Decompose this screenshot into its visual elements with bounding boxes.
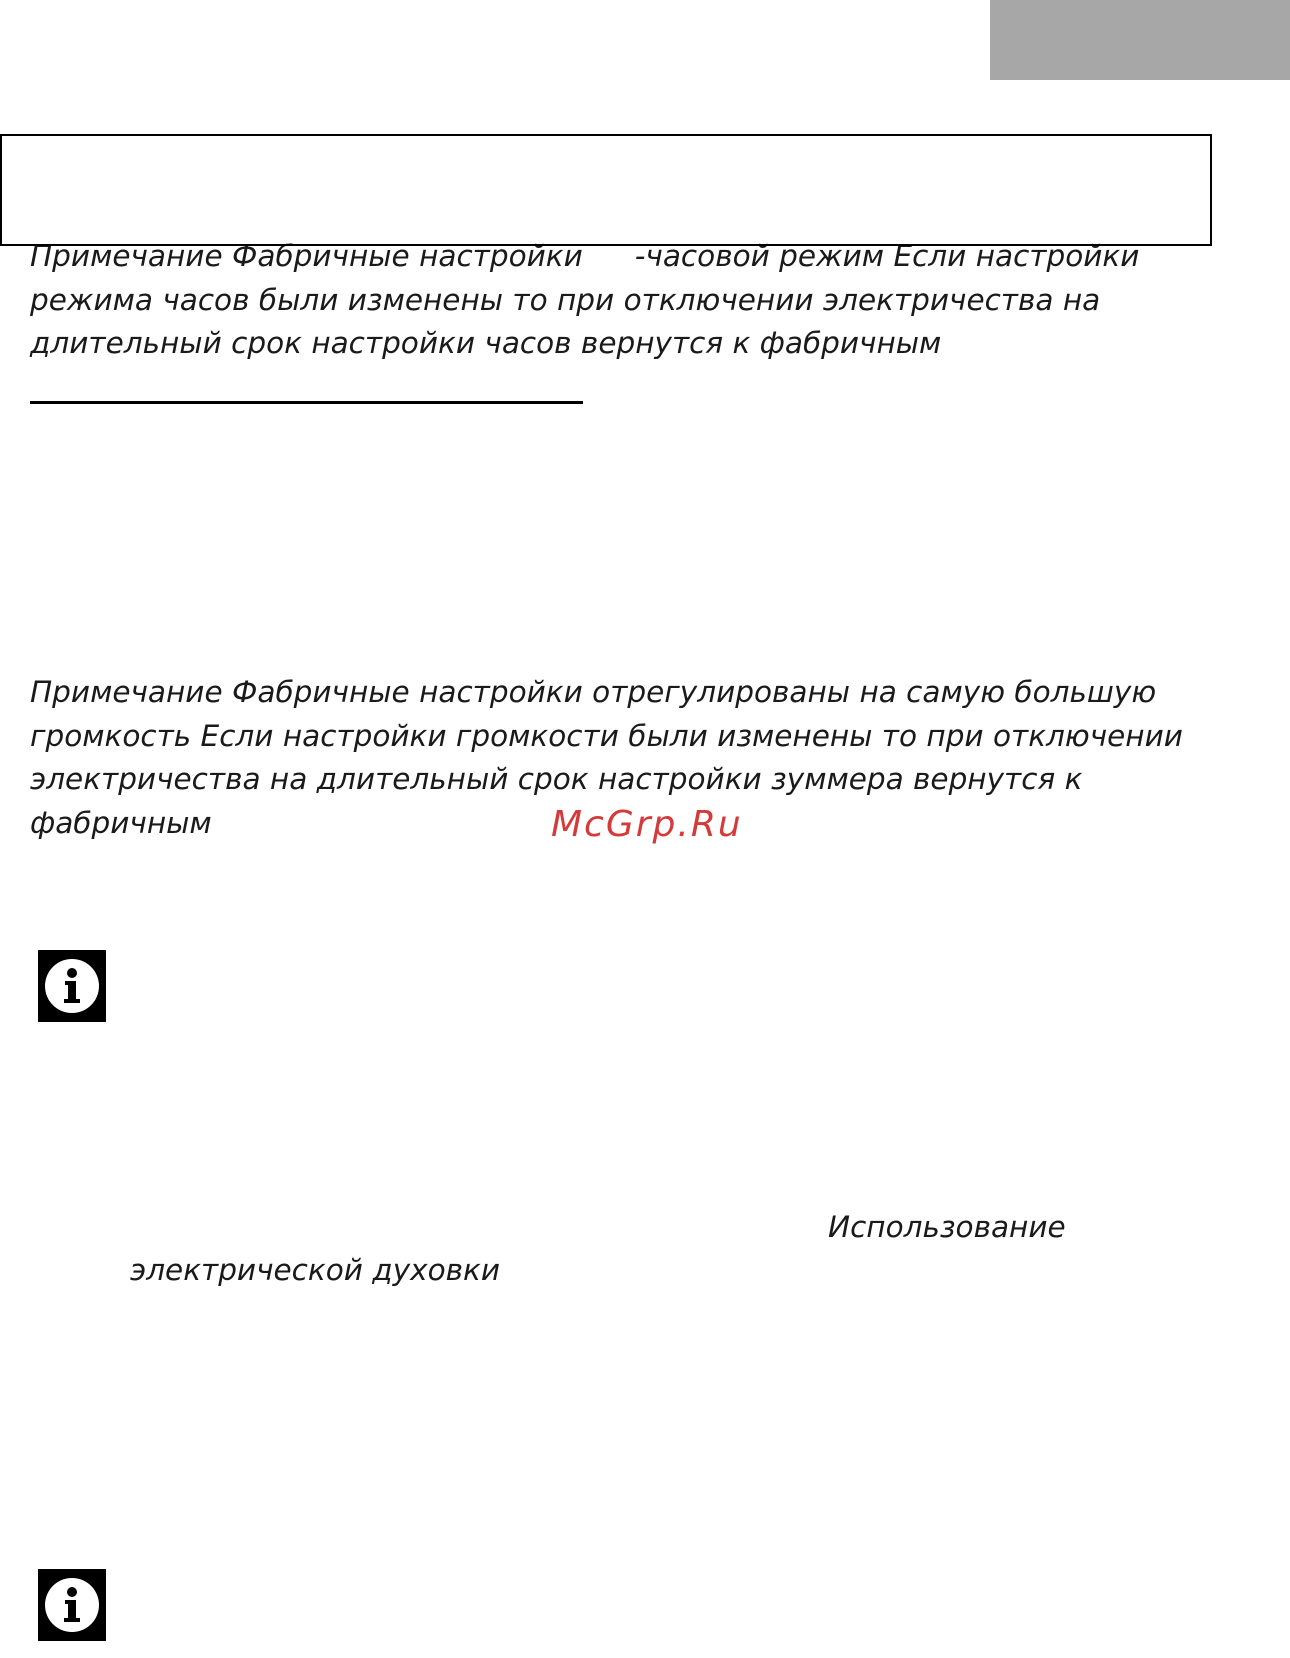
clock-note-line-2: режима часов были изменены то при отключении электричества на bbox=[30, 282, 1101, 317]
section-header-box bbox=[0, 134, 1212, 246]
info-icon bbox=[38, 1569, 106, 1641]
usage-reference-line-2: электрической духовки bbox=[130, 1253, 501, 1287]
volume-note-line-1: Примечание Фабричные настройки отрегулированы на самую большую bbox=[30, 675, 1157, 709]
volume-note-line-3: электричества на длительный срок настройки зуммера вернутся к bbox=[30, 762, 1083, 796]
info-icon bbox=[38, 950, 106, 1022]
clock-note-line-3: длительный срок настройки часов вернутся к фабричным bbox=[30, 326, 942, 360]
clock-note-line-1-start: Примечание Фабричные настройки bbox=[30, 239, 583, 273]
info-icon-glyph bbox=[42, 1575, 102, 1635]
watermark: McGrp.Ru bbox=[551, 804, 743, 845]
clock-note-line-1-end: -часовой режим Если настройки bbox=[634, 239, 1140, 273]
page-corner-tab bbox=[990, 0, 1290, 80]
volume-note-line-4: фабричным bbox=[30, 805, 212, 840]
horizontal-rule bbox=[30, 401, 583, 404]
clock-note bbox=[30, 235, 1230, 366]
info-icon-glyph bbox=[42, 956, 102, 1016]
volume-note-line-2: громкость Если настройки громкости были изменены то при отключении bbox=[30, 718, 1183, 753]
usage-reference-line-1: Использование bbox=[828, 1210, 1066, 1244]
